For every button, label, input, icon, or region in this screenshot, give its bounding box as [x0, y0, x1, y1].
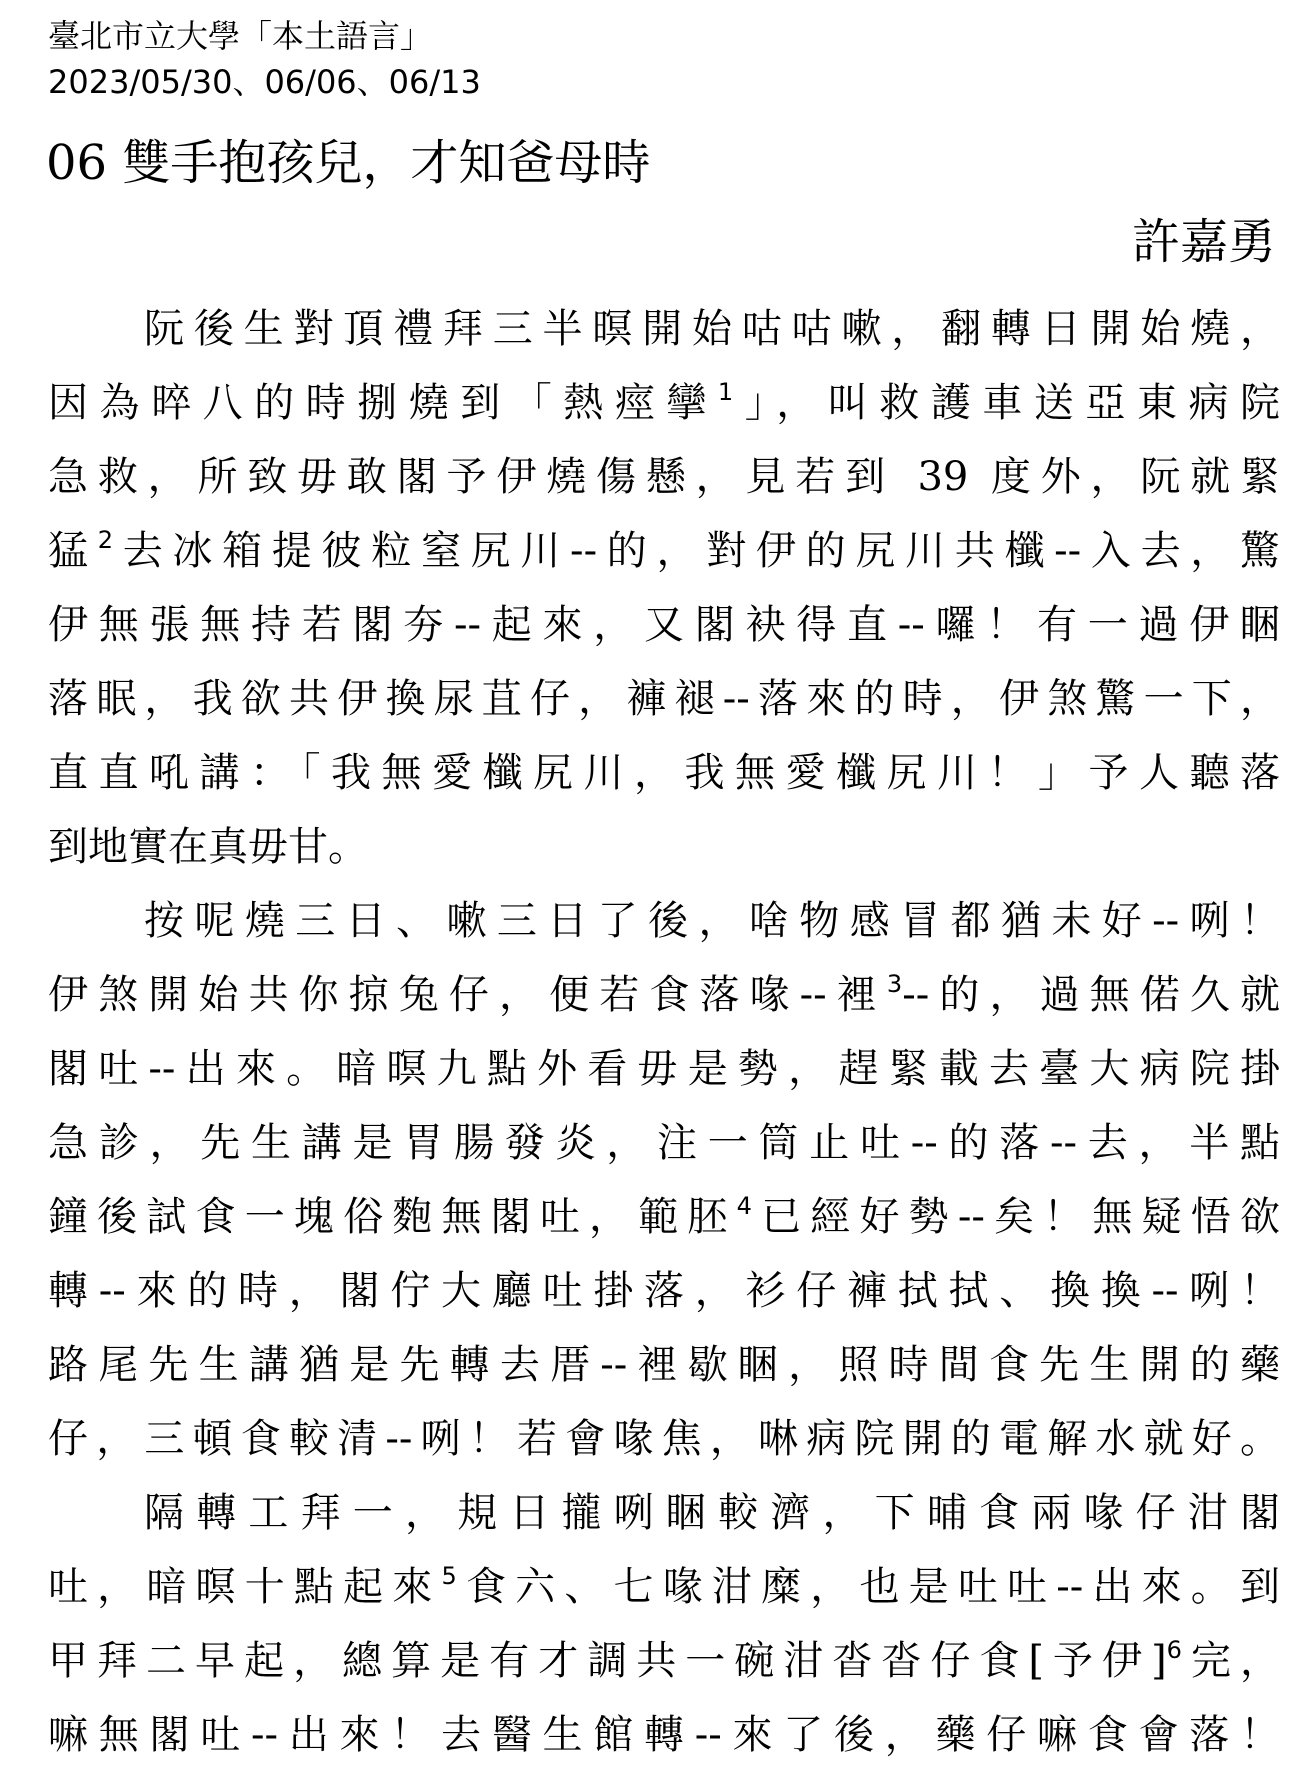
footnote-ref: 4: [736, 1192, 752, 1220]
author-name: 許嘉勇: [1131, 214, 1276, 270]
course-name: 臺北市立大學「本土語言」: [48, 17, 433, 55]
text-line: 吐，暗暝十點起來$^5$食六、七喙泔糜，也是吐吐--出來。到: [48, 1562, 1280, 1610]
class-dates: 2023/05/30、06/06、06/13: [48, 63, 481, 101]
footnote-ref: 6: [1166, 1636, 1182, 1664]
text-line: 鐘後試食一塊俗麭無閣吐，範胚$^4$已經好勢--矣！無疑悟欲: [48, 1192, 1280, 1240]
text-line: 到地實在真毋甘。: [48, 824, 368, 870]
text-line: 伊煞開始共你掠兔仔，便若食落喙--裡$^3$--的，過無偌久就: [48, 970, 1280, 1018]
text-line: 阮後生對頂禮拜三半暝開始咕咕嗽，翻轉日開始燒，: [144, 306, 1280, 352]
text-line: 仔，三頓食較清--咧！若會喙焦，啉病院開的電解水就好。: [48, 1416, 1280, 1462]
text-line: 急救，所致毋敢閣予伊燒傷懸，見若到 39 度外，阮就緊: [48, 454, 1280, 500]
text-line: 猛$^2$去冰箱提彼粒窒尻川--的，對伊的尻川共櫼--入去，驚: [48, 526, 1280, 574]
footnote-ref: 1: [717, 378, 734, 406]
text-line: 隔轉工拜一，規日攏咧睏較濟，下晡食兩喙仔泔閣: [144, 1490, 1280, 1536]
body-text: [48, 292, 1280, 1772]
footnote-ref: 2: [97, 526, 113, 554]
text-line: 嘛無閣吐--出來！去醫生館轉--來了後，藥仔嘛食會落！: [48, 1712, 1280, 1758]
page-title: 06 雙手抱孩兒，才知爸母時: [46, 135, 651, 191]
text-line: 急診，先生講是胃腸發炎，注一筒止吐--的落--去，半點: [48, 1120, 1280, 1166]
text-line: 伊無張無持若閣夯--起來，又閣袂得直--囉！有一過伊睏: [48, 602, 1280, 648]
text-line: 轉--來的時，閣佇大廳吐掛落，衫仔褲拭拭、換換--咧！: [48, 1268, 1280, 1314]
text-line: 甲拜二早起，總算是有才調共一碗泔沓沓仔食[予伊]$^6$完，: [48, 1636, 1280, 1684]
text-line: 落眠，我欲共伊換尿苴仔，褲褪--落來的時，伊煞驚一下，: [48, 676, 1280, 722]
text-line: 直直吼講：「我無愛櫼尻川，我無愛櫼尻川！」予人聽落: [48, 750, 1280, 796]
footnote-ref: 3: [886, 970, 903, 998]
text-line: 按呢燒三日、嗽三日了後，啥物感冒都猶未好--咧！: [144, 898, 1280, 944]
text-line: 路尾先生講猶是先轉去厝--裡歇睏，照時間食先生開的藥: [48, 1342, 1280, 1388]
text-line: 因為晬八的時捌燒到「熱痙攣$^1$」，叫救護車送亞東病院: [48, 378, 1280, 426]
footnote-ref: 5: [441, 1562, 457, 1590]
text-line: 閣吐--出來。暗暝九點外看毋是勢，趕緊載去臺大病院掛: [48, 1046, 1280, 1092]
